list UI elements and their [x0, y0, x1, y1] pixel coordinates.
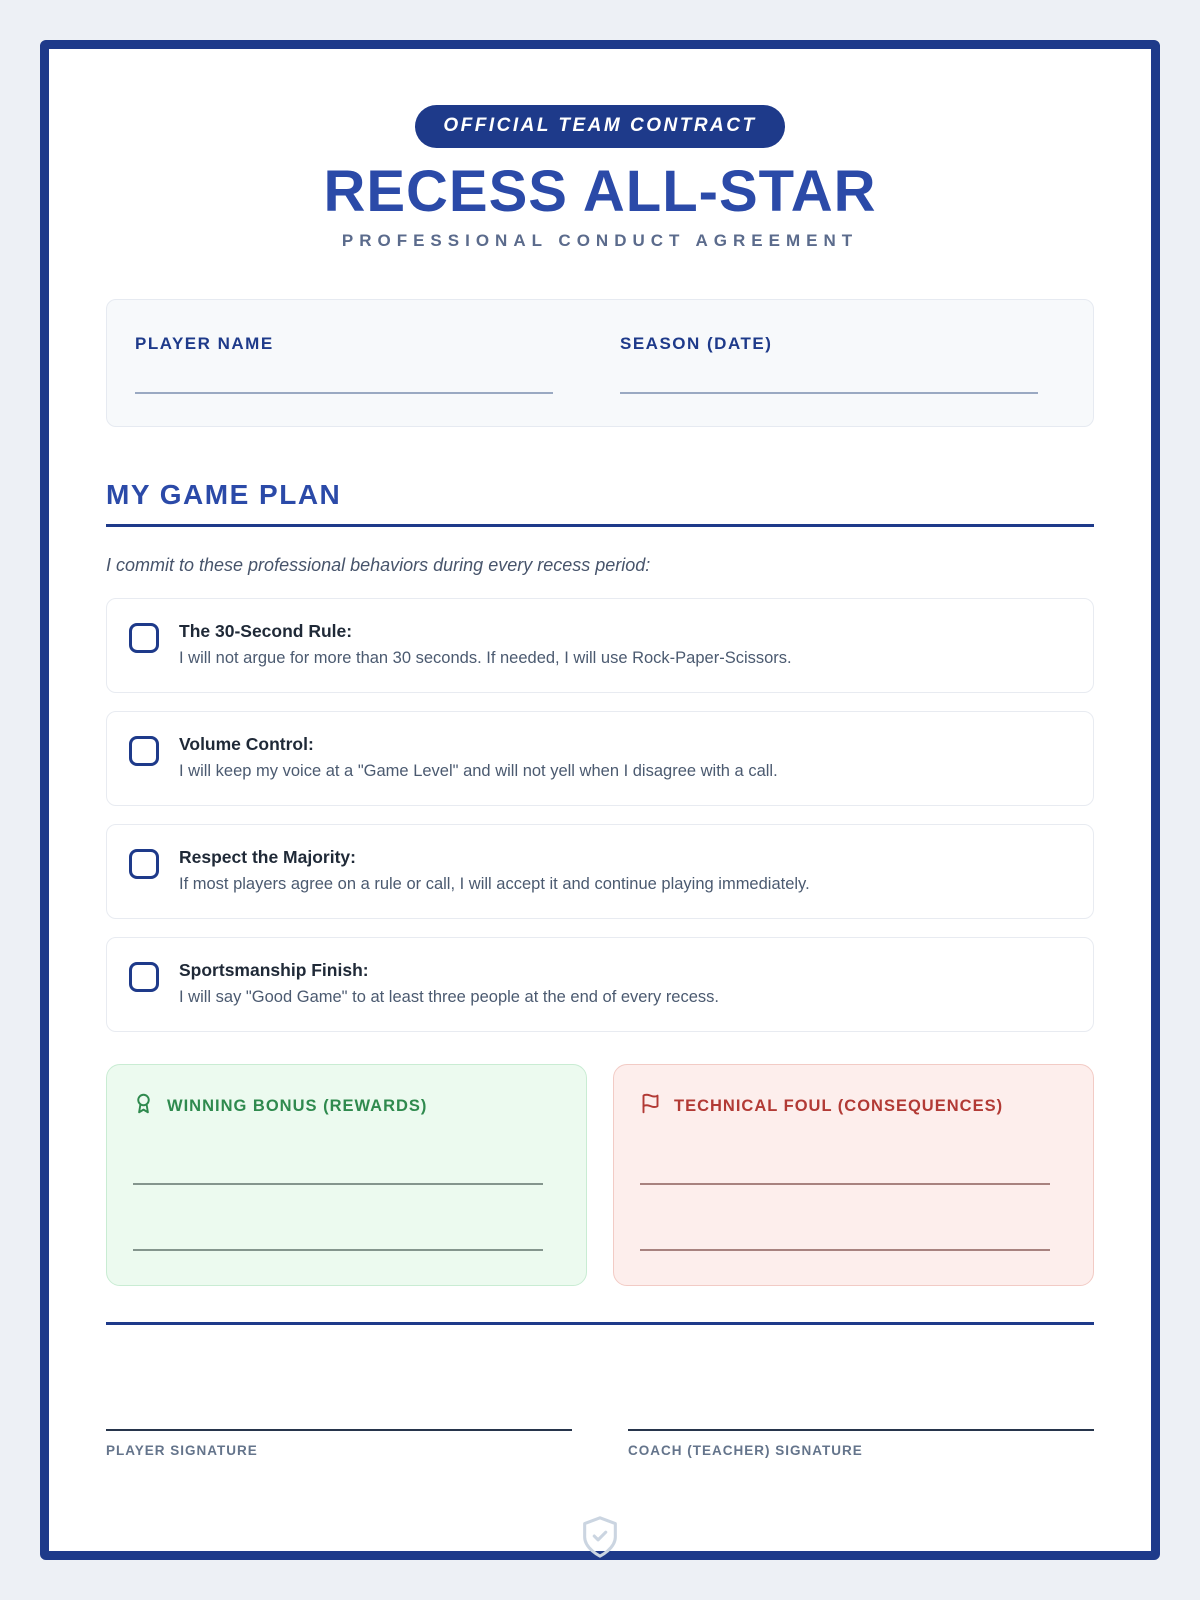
- season-date-field: [620, 334, 1065, 394]
- pledge-item-sportsmanship-finish: [106, 937, 1094, 1032]
- game-plan-divider: [106, 524, 1094, 527]
- technical-foul-header: [640, 1093, 1067, 1119]
- contract-header: [106, 105, 1094, 251]
- season-date-line: [620, 392, 1038, 394]
- pledge-description: I will say "Good Game" to at least three people at the end of every recess.: [179, 988, 719, 1006]
- winning-bonus-label: WINNING BONUS (REWARDS): [167, 1096, 428, 1115]
- pledge-checkbox[interactable]: [129, 849, 159, 879]
- pledge-checkbox[interactable]: [129, 962, 159, 992]
- contract-card: [40, 40, 1160, 1560]
- pledge-checkbox[interactable]: [129, 736, 159, 766]
- official-contract-badge: OFFICIAL TEAM CONTRACT: [415, 105, 784, 148]
- player-name-label: PLAYER NAME: [135, 334, 274, 353]
- page-subtitle: PROFESSIONAL CONDUCT AGREEMENT: [341, 231, 859, 250]
- player-info-box: [106, 299, 1094, 427]
- pledge-text: [179, 621, 792, 668]
- season-date-label: SEASON (DATE): [620, 334, 773, 353]
- pledge-description: I will not argue for more than 30 seconds. If needed, I will use Rock-Paper-Scissors.: [179, 649, 792, 667]
- coach-signature-label: COACH (TEACHER) SIGNATURE: [628, 1443, 863, 1458]
- pledge-description: If most players agree on a rule or call, I will accept it and continue playing immediately.: [179, 875, 810, 893]
- technical-foul-box: [613, 1064, 1094, 1286]
- reward-line-2: [133, 1249, 543, 1251]
- player-name-line: [135, 392, 553, 394]
- pledge-text: [179, 847, 810, 894]
- pledge-list: [106, 598, 1094, 1032]
- pledge-title: Volume Control:: [179, 734, 314, 754]
- shield-check-icon: [106, 1514, 1094, 1565]
- coach-signature-field: [628, 1429, 1094, 1458]
- pledge-title: Sportsmanship Finish:: [179, 960, 369, 980]
- award-medal-icon: [133, 1093, 154, 1119]
- pledge-checkbox[interactable]: [129, 623, 159, 653]
- rewards-consequences-row: [106, 1064, 1094, 1286]
- page-title: RECESS ALL-STAR: [323, 159, 877, 224]
- flag-icon: [640, 1093, 661, 1119]
- bottom-divider: [106, 1322, 1094, 1325]
- pledge-title: The 30-Second Rule:: [179, 621, 353, 641]
- consequence-line-1: [640, 1183, 1050, 1185]
- signature-section: [106, 1429, 1094, 1458]
- pledge-title: Respect the Majority:: [179, 847, 356, 867]
- player-name-field: [135, 334, 580, 394]
- player-signature-field: [106, 1429, 572, 1458]
- player-signature-label: PLAYER SIGNATURE: [106, 1443, 258, 1458]
- pledge-text: [179, 960, 719, 1007]
- pledge-item-volume-control: [106, 711, 1094, 806]
- pledge-item-30-second-rule: [106, 598, 1094, 693]
- pledge-description: I will keep my voice at a "Game Level" and will not yell when I disagree with a call.: [179, 762, 778, 780]
- game-plan-intro: I commit to these professional behaviors during every recess period:: [106, 555, 651, 575]
- reward-line-1: [133, 1183, 543, 1185]
- winning-bonus-box: [106, 1064, 587, 1286]
- game-plan-heading: MY GAME PLAN: [106, 479, 342, 510]
- consequence-line-2: [640, 1249, 1050, 1251]
- player-signature-line: [106, 1429, 572, 1431]
- technical-foul-label: TECHNICAL FOUL (CONSEQUENCES): [674, 1096, 1004, 1115]
- pledge-item-respect-majority: [106, 824, 1094, 919]
- pledge-text: [179, 734, 778, 781]
- winning-bonus-header: [133, 1093, 560, 1119]
- coach-signature-line: [628, 1429, 1094, 1431]
